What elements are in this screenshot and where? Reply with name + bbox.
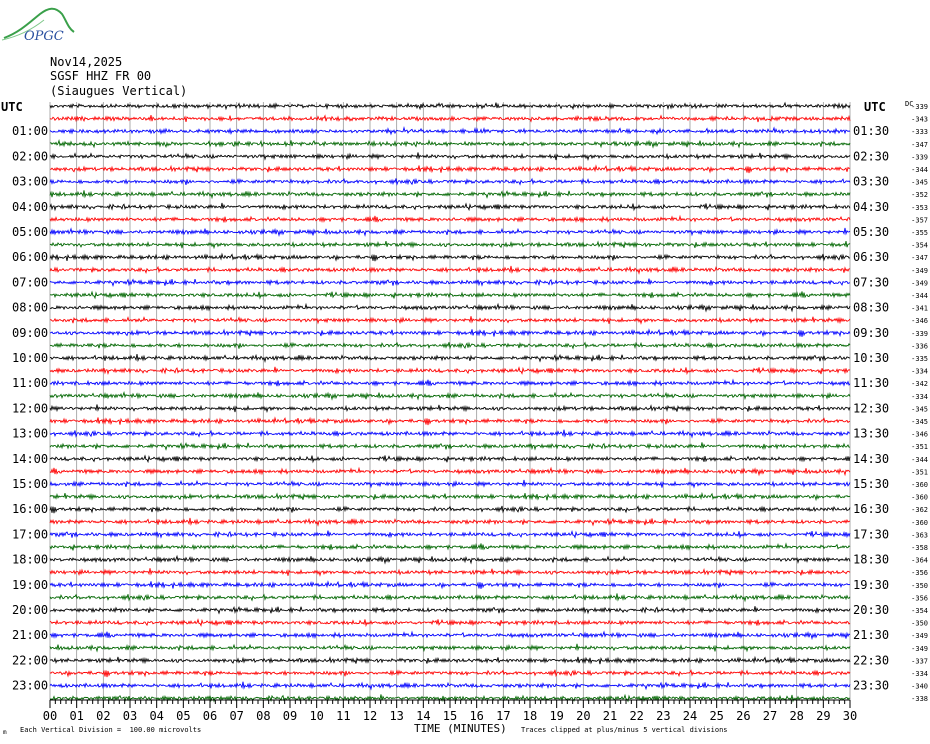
dc-offset-label: -349 (911, 266, 928, 275)
hour-label-right: 04:30 (853, 199, 890, 214)
hour-label-left: 15:00 (12, 477, 49, 491)
hour-label-left: 16:00 (12, 502, 49, 517)
hour-label-left: 13:00 (12, 426, 49, 441)
hour-label-left: 01:00 (12, 124, 49, 139)
x-tick-label: 08 (256, 709, 271, 723)
hour-label-right: 17:30 (853, 527, 890, 542)
x-tick-label: 28 (789, 709, 804, 723)
dc-offset-labels (911, 103, 928, 703)
hour-label-right: 01:30 (853, 124, 890, 139)
hour-label-left: 17:00 (12, 527, 49, 542)
x-tick-label: 14 (416, 709, 431, 723)
dc-offset-label: -334 (911, 392, 928, 401)
x-tick-label: 15 (442, 709, 458, 723)
footer-clip-note: Traces clipped at plus/minus 5 vertical divisions (521, 726, 728, 734)
hour-label-left: 10:00 (12, 351, 49, 365)
x-tick-label: 07 (229, 709, 244, 723)
dc-offset-label: -339 (911, 153, 928, 162)
dc-offset-label: -342 (911, 380, 928, 389)
dc-column-label: DC (905, 100, 914, 108)
hour-label-left: 02:00 (12, 149, 49, 164)
x-tick-label: 30 (842, 709, 858, 723)
hour-label-right: 06:30 (853, 250, 890, 265)
x-tick-label: 26 (736, 709, 751, 723)
dc-offset-label: -333 (911, 128, 928, 137)
hour-label-left: 19:00 (12, 577, 49, 592)
dc-offset-label: -352 (911, 191, 928, 200)
dc-offset-label: -354 (911, 241, 928, 250)
x-tick-label: 00 (42, 709, 58, 723)
dc-offset-label: -357 (911, 216, 928, 225)
x-tick-label: 04 (149, 709, 164, 723)
hour-label-left: 11:00 (12, 376, 49, 391)
hour-label-left: 04:00 (12, 199, 49, 214)
opgc-logo (2, 9, 74, 44)
station-label: SGSF HHZ FR 00 (50, 69, 152, 83)
dc-offset-label: -338 (911, 695, 928, 704)
dc-offset-label: -344 (911, 166, 928, 174)
x-tick-label: 18 (522, 709, 538, 723)
dc-offset-label: -349 (911, 644, 928, 653)
dc-offset-label: -346 (911, 317, 928, 326)
footer-division-note: Each Vertical Division = 100.00 microvolts (20, 726, 202, 734)
x-tick-label: 11 (336, 709, 351, 723)
hour-label-right: 03:30 (853, 174, 890, 189)
dc-offset-label: -339 (911, 329, 928, 338)
dc-offset-label: -339 (911, 103, 928, 111)
x-tick-label: 13 (389, 709, 404, 723)
left-utc-label: UTC (1, 100, 23, 114)
dc-offset-label: -345 (911, 405, 928, 414)
hour-label-right: 16:30 (853, 502, 890, 517)
dc-offset-label: -350 (911, 619, 928, 628)
x-tick-label: 21 (602, 709, 618, 723)
date-label: Nov14,2025 (50, 55, 123, 69)
x-tick-label: 03 (122, 709, 138, 723)
dc-offset-label: -362 (911, 506, 928, 515)
dc-offset-label: -356 (911, 569, 928, 578)
x-tick-label: 16 (469, 709, 484, 723)
dc-offset-label: -345 (911, 178, 928, 187)
dc-offset-label: -350 (911, 581, 928, 590)
x-tick-label: 19 (549, 709, 564, 723)
hour-label-left: 12:00 (12, 401, 49, 416)
hour-label-right: 12:30 (853, 401, 890, 416)
hour-label-right: 09:30 (853, 325, 890, 340)
hour-label-right: 21:30 (853, 628, 890, 643)
hour-label-left: 05:00 (12, 225, 49, 239)
hour-label-right: 18:30 (853, 552, 890, 567)
x-tick-label: 01 (69, 709, 84, 723)
dc-offset-label: -364 (911, 556, 928, 565)
hour-label-left: 09:00 (12, 325, 49, 340)
hour-label-right: 05:30 (853, 225, 890, 239)
hour-label-right: 14:30 (853, 451, 890, 466)
dc-offset-label: -360 (911, 481, 928, 489)
dc-offset-label: -355 (911, 229, 928, 237)
hour-label-right: 08:30 (853, 300, 890, 315)
dc-offset-label: -334 (911, 670, 928, 678)
hour-label-left: 23:00 (12, 678, 49, 693)
x-axis-title: TIME (MINUTES) (414, 722, 507, 735)
dc-offset-label: -341 (911, 304, 928, 313)
dc-offset-label: -344 (911, 292, 928, 300)
hour-label-left: 08:00 (12, 300, 49, 315)
x-tick-label: 24 (682, 709, 698, 723)
hour-label-left: 07:00 (12, 275, 49, 290)
hour-label-left: 20:00 (12, 603, 49, 617)
x-tick-label: 25 (709, 709, 724, 723)
hour-label-left: 06:00 (12, 250, 49, 265)
x-tick-label: 22 (629, 709, 644, 723)
dc-offset-label: -336 (911, 342, 928, 351)
dc-offset-label: -360 (911, 518, 928, 527)
hour-label-right: 10:30 (853, 351, 890, 365)
dc-offset-label: -360 (911, 493, 928, 502)
hour-label-left: 18:00 (12, 552, 49, 567)
hour-label-left: 22:00 (12, 653, 49, 668)
hour-label-right: 22:30 (853, 653, 890, 668)
dc-offset-label: -351 (911, 443, 928, 452)
right-hour-labels (853, 124, 889, 692)
x-axis (43, 700, 857, 723)
hour-label-right: 15:30 (853, 477, 890, 491)
dc-offset-label: -351 (911, 468, 928, 477)
x-tick-label: 20 (576, 709, 591, 723)
logo-text: OPGC (24, 29, 64, 44)
right-utc-label: UTC (864, 100, 886, 114)
dc-offset-label: -354 (911, 607, 928, 615)
hour-label-left: 21:00 (12, 628, 49, 643)
footer-corner-mark: m (3, 729, 7, 736)
x-tick-label: 12 (362, 709, 378, 723)
dc-offset-label: -363 (911, 531, 928, 540)
x-tick-label: 02 (96, 709, 111, 723)
dc-offset-label: -347 (911, 140, 928, 149)
x-tick-label: 23 (656, 709, 671, 723)
dc-offset-label: -349 (911, 279, 928, 288)
hour-label-right: 07:30 (853, 275, 890, 290)
x-tick-label: 17 (496, 709, 511, 723)
site-label: (Siaugues Vertical) (50, 84, 188, 98)
dc-offset-label: -349 (911, 632, 928, 641)
dc-offset-label: -358 (911, 544, 928, 552)
dc-offset-label: -345 (911, 418, 928, 426)
left-hour-labels (12, 124, 48, 692)
hour-label-left: 03:00 (12, 174, 49, 189)
x-tick-label: 05 (176, 709, 191, 723)
dc-offset-label: -343 (911, 115, 928, 124)
hour-label-right: 11:30 (853, 376, 890, 391)
dc-offset-label: -356 (911, 594, 928, 603)
dc-offset-label: -334 (911, 367, 928, 376)
hour-label-right: 02:30 (853, 149, 890, 164)
dc-offset-label: -344 (911, 455, 928, 464)
x-tick-label: 27 (762, 709, 778, 723)
x-tick-label: 06 (202, 709, 218, 723)
x-tick-label: 09 (282, 709, 298, 723)
dc-offset-label: -346 (911, 430, 928, 439)
hour-label-right: 23:30 (853, 678, 890, 693)
dc-offset-label: -335 (911, 355, 928, 363)
hour-label-right: 19:30 (853, 577, 890, 592)
x-tick-label: 10 (309, 709, 324, 723)
dc-offset-label: -340 (911, 682, 928, 691)
hour-label-right: 20:30 (853, 603, 890, 617)
hour-label-left: 14:00 (12, 451, 49, 466)
dc-offset-label: -353 (911, 203, 928, 212)
dc-offset-label: -337 (911, 657, 928, 666)
x-tick-label: 29 (816, 709, 831, 723)
hour-label-right: 13:30 (853, 426, 890, 441)
dc-offset-label: -347 (911, 254, 928, 263)
